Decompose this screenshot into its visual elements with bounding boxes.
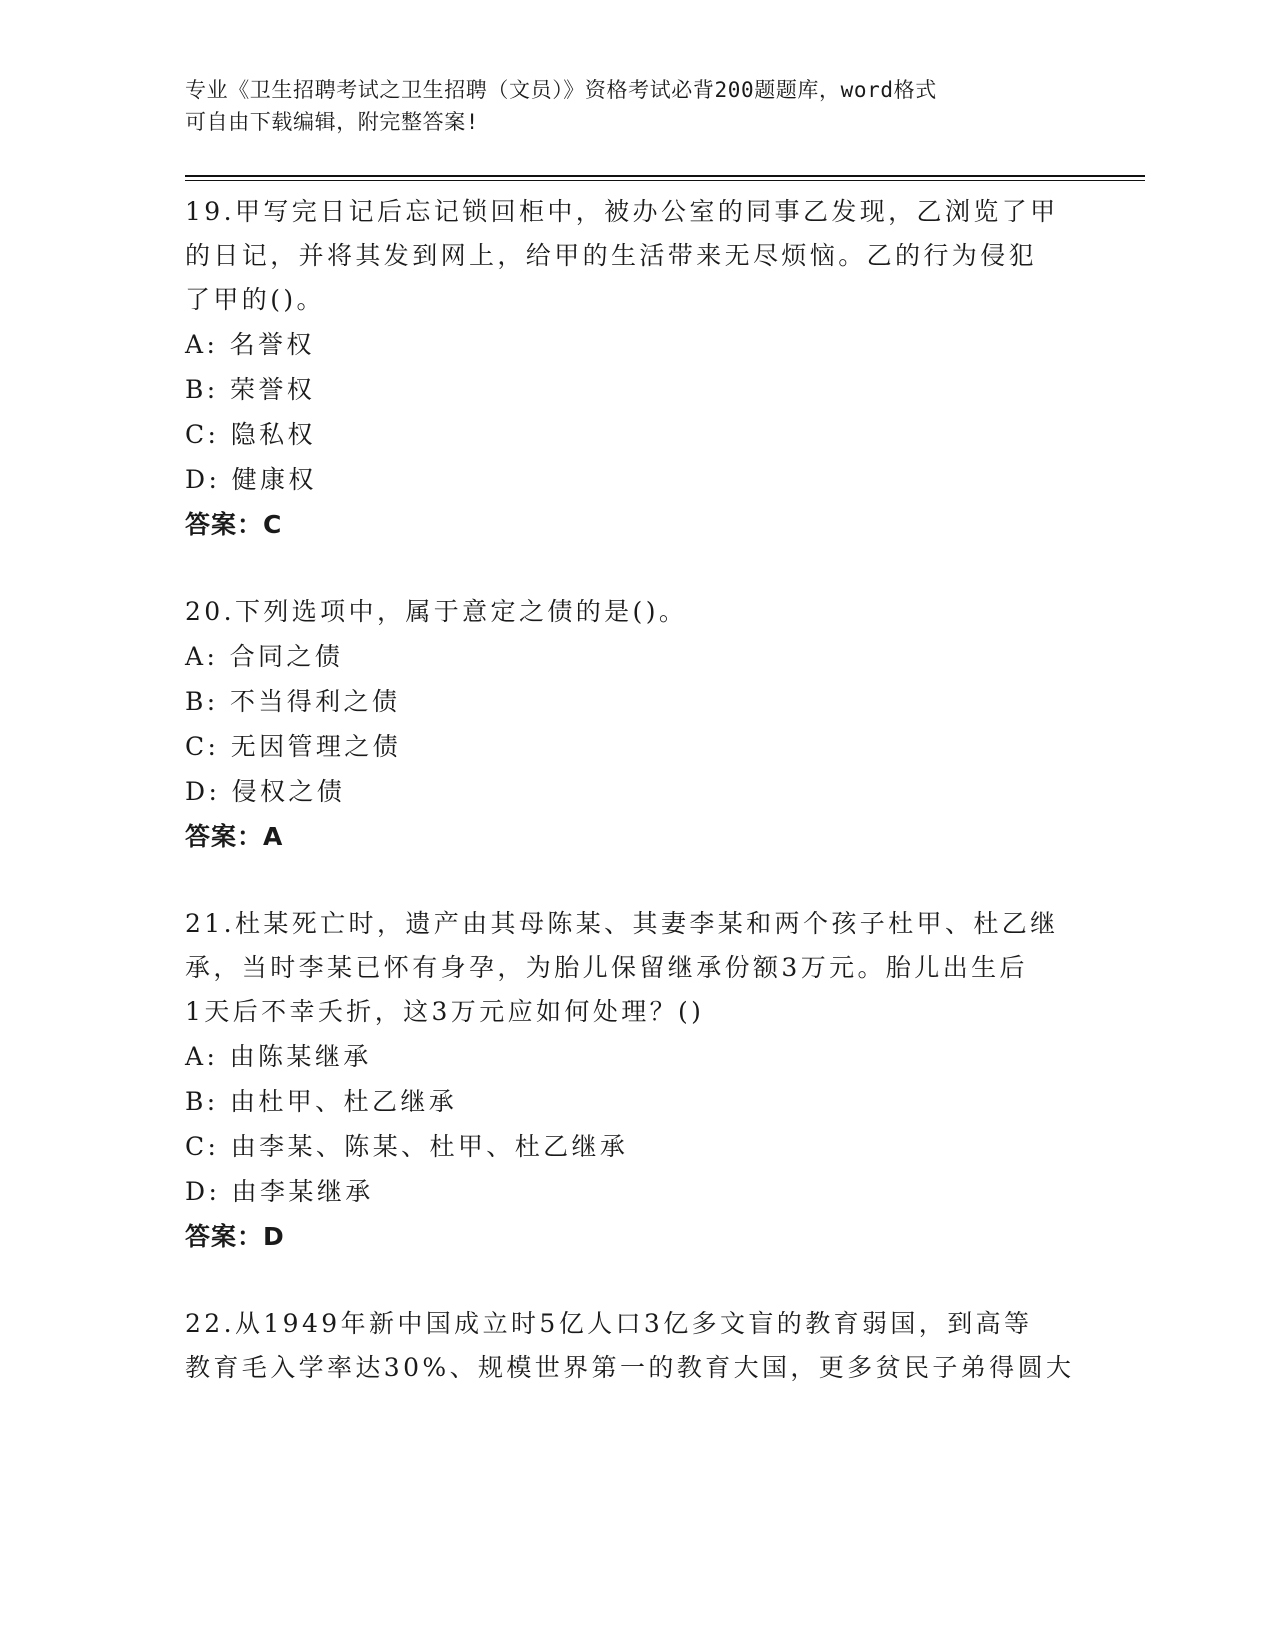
question-stem-line: 教育毛入学率达30%、规模世界第一的教育大国，更多贫民子弟得圆大 xyxy=(185,1353,1075,1382)
option-b: B: 不当得利之债 xyxy=(185,687,401,716)
question-stem-line: 承，当时李某已怀有身孕，为胎儿保留继承份额3万元。胎儿出生后 xyxy=(185,953,1028,982)
question-stem-line: 的日记，并将其发到网上，给甲的生活带来无尽烦恼。乙的行为侵犯 xyxy=(185,241,1038,270)
question-stem-line: 20.下列选项中，属于意定之债的是()。 xyxy=(185,597,688,626)
question-stem-line: 1天后不幸夭折，这3万元应如何处理？() xyxy=(185,997,705,1026)
question-20 xyxy=(185,590,1085,860)
option-d: D: 侵权之债 xyxy=(185,777,346,806)
option-c: C: 由李某、陈某、杜甲、杜乙继承 xyxy=(185,1132,629,1161)
header-line-1: 专业《卫生招聘考试之卫生招聘（文员）》资格考试必背200题题库，word格式 xyxy=(185,78,937,102)
option-b: B: 荣誉权 xyxy=(185,375,316,404)
header-rule-thick xyxy=(185,175,1145,177)
header-rule-thin xyxy=(185,180,1145,181)
question-19 xyxy=(185,190,1085,548)
question-stem-line: 19.甲写完日记后忘记锁回柜中，被办公室的同事乙发现，乙浏览了甲 xyxy=(185,197,1059,226)
question-stem-line: 21.杜某死亡时，遗产由其母陈某、其妻李某和两个孩子杜甲、杜乙继 xyxy=(185,909,1059,938)
question-21 xyxy=(185,902,1085,1260)
question-list xyxy=(185,190,1085,1432)
option-a: A: 名誉权 xyxy=(185,330,315,359)
option-c: C: 无因管理之债 xyxy=(185,732,402,761)
option-c: C: 隐私权 xyxy=(185,420,316,449)
option-d: D: 健康权 xyxy=(185,465,317,494)
answer-line: 答案：A xyxy=(185,822,284,851)
option-a: A: 由陈某继承 xyxy=(185,1042,372,1071)
header-line-2: 可自由下载编辑，附完整答案! xyxy=(185,110,480,134)
question-stem-line: 22.从1949年新中国成立时5亿人口3亿多文盲的教育弱国，到高等 xyxy=(185,1309,1033,1338)
option-b: B: 由杜甲、杜乙继承 xyxy=(185,1087,458,1116)
option-a: A: 合同之债 xyxy=(185,642,344,671)
option-d: D: 由李某继承 xyxy=(185,1177,374,1206)
document-header xyxy=(185,74,1065,138)
question-22 xyxy=(185,1302,1085,1390)
question-stem-line: 了甲的()。 xyxy=(185,285,325,314)
answer-line: 答案：D xyxy=(185,1222,285,1251)
answer-line: 答案：C xyxy=(185,510,283,539)
